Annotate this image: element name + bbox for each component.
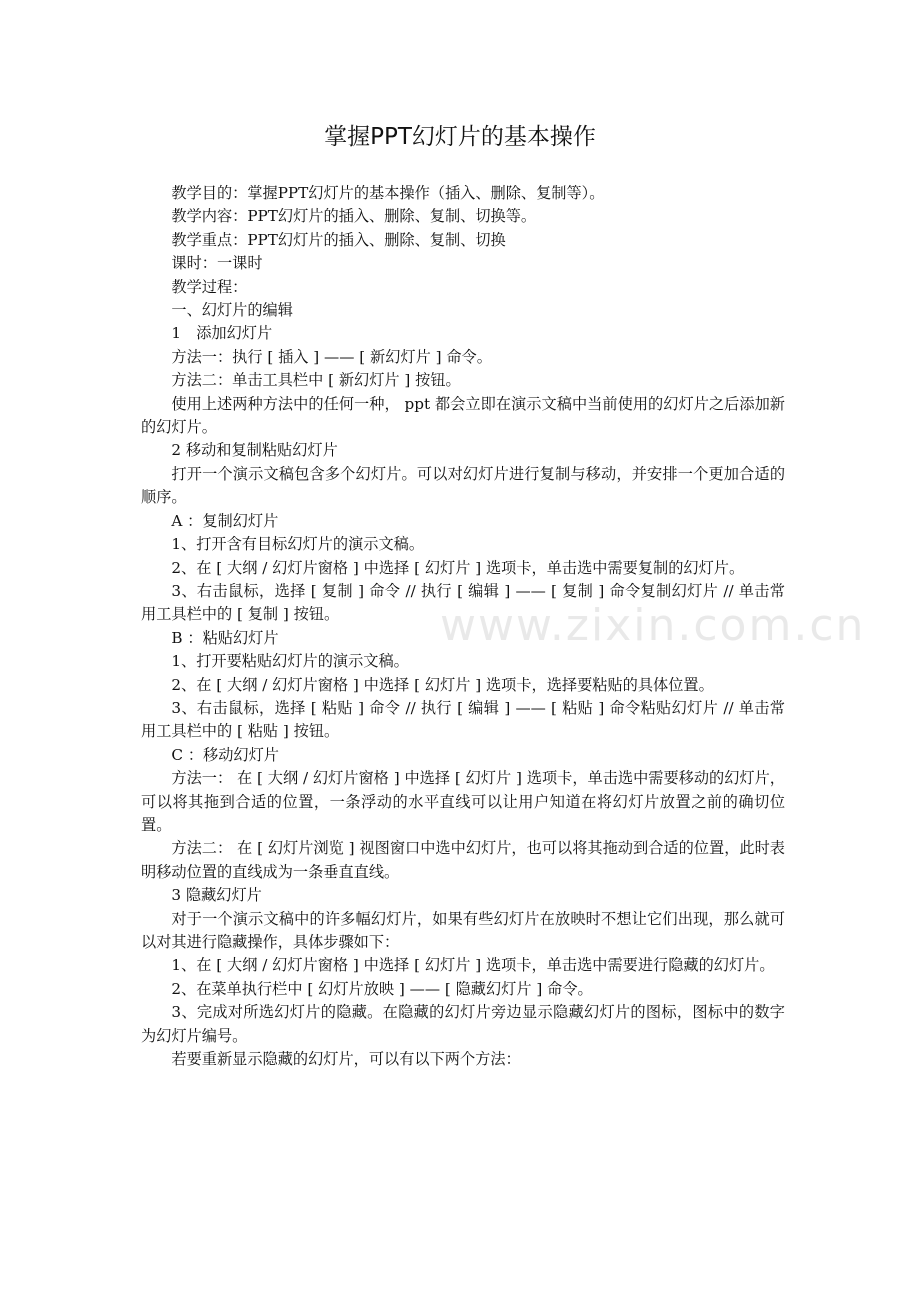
paragraph: 2、在 [ 大纲 / 幻灯片窗格 ] 中选择 [ 幻灯片 ] 选项卡，单击选中需要复制的幻灯片。 xyxy=(171,558,745,577)
paragraph: 教学重点：PPT幻灯片的插入、删除、复制、切换 xyxy=(171,230,506,249)
subsection-heading: 2 移动和复制粘贴幻灯片 xyxy=(171,441,338,460)
paragraph: 3、完成对所选幻灯片的隐藏。在隐藏的幻灯片旁边显示隐藏幻灯片的图标，图标中的数字为幻灯片编号。 xyxy=(141,1003,785,1045)
paragraph: 教学目的：掌握PPT幻灯片的基本操作（插入、删除、复制等）。 xyxy=(171,184,605,202)
paragraph: 方法一：执行 [ 插入 ] —— [ 新幻灯片 ] 命令。 xyxy=(171,347,492,366)
paragraph: 方法一： 在 [ 大纲 / 幻灯片窗格 ] 中选择 [ 幻灯片 ] 选项卡，单击选中需要移动的幻灯片，可以将其拖到合适的位置，一条浮动的水平直线可以让用户知道在将幻灯片放置之前的确切位置。 xyxy=(141,769,785,834)
paragraph: 方法二： 在 [ 幻灯片浏览 ] 视图窗口中选中幻灯片，也可以将其拖动到合适的位置，此时表明移动位置的直线成为一条垂直直线。 xyxy=(141,839,785,881)
subsection-heading: B ：粘贴幻灯片 xyxy=(171,628,279,647)
document-body xyxy=(141,182,785,1071)
paragraph: 3、右击鼠标，选择 [ 粘贴 ] 命令 // 执行 [ 编辑 ] —— [ 粘贴 ] 命令粘贴幻灯片 // 单击常用工具栏中的 [ 粘贴 ] 按钮。 xyxy=(141,698,785,741)
paragraph: 打开一个演示文稿包含多个幻灯片。可以对幻灯片进行复制与移动，并安排一个更加合适的顺序。 xyxy=(141,464,785,507)
paragraph: 课时：一课时 xyxy=(171,254,263,273)
paragraph: 2、在菜单执行栏中 [ 幻灯片放映 ] —— [ 隐藏幻灯片 ] 命令。 xyxy=(171,979,593,998)
paragraph: 教学过程： xyxy=(171,277,248,296)
document-title: 掌握PPT幻灯片的基本操作 xyxy=(324,124,596,150)
paragraph: 1、打开要粘贴幻灯片的演示文稿。 xyxy=(171,652,409,671)
watermark: www.zixin.com.cn xyxy=(440,600,866,651)
section-heading: 一、幻灯片的编辑 xyxy=(171,301,293,320)
paragraph: 1、打开含有目标幻灯片的演示文稿。 xyxy=(171,535,425,554)
paragraph: 3、右击鼠标，选择 [ 复制 ] 命令 // 执行 [ 编辑 ] —— [ 复制 ] 命令复制幻灯片 // 单击常用工具栏中的 [ 复制 ] 按钮。 xyxy=(141,581,785,624)
subsection-heading: A ：复制幻灯片 xyxy=(171,511,279,530)
subsection-heading: 1 添加幻灯片 xyxy=(171,324,273,343)
paragraph: 对于一个演示文稿中的许多幅幻灯片，如果有些幻灯片在放映时不想让它们出现，那么就可以对其进行隐藏操作，具体步骤如下： xyxy=(141,909,785,951)
paragraph: 1、在 [ 大纲 / 幻灯片窗格 ] 中选择 [ 幻灯片 ] 选项卡，单击选中需要进行隐藏的幻灯片。 xyxy=(171,956,775,975)
paragraph: 2、在 [ 大纲 / 幻灯片窗格 ] 中选择 [ 幻灯片 ] 选项卡，选择要粘贴的具体位置。 xyxy=(171,675,714,694)
paragraph: 教学内容：PPT幻灯片的插入、删除、复制、切换等。 xyxy=(171,207,537,226)
paragraph: 方法二：单击工具栏中 [ 新幻灯片 ] 按钮。 xyxy=(171,371,461,390)
paragraph: 使用上述两种方法中的任何一种， ppt 都会立即在演示文稿中当前使用的幻灯片之后添加新的幻灯片。 xyxy=(141,394,785,437)
subsection-heading: 3 隐藏幻灯片 xyxy=(171,886,262,905)
paragraph: 若要重新显示隐藏的幻灯片，可以有以下两个方法： xyxy=(171,1050,521,1069)
subsection-heading: C ：移动幻灯片 xyxy=(171,745,279,764)
